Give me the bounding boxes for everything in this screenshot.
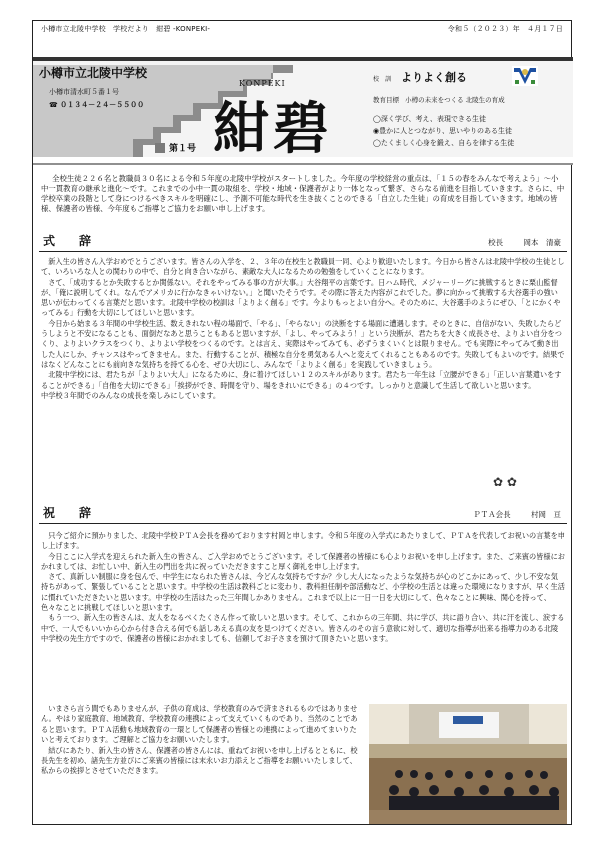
- section-body-shukuji-column: [41, 704, 363, 777]
- issue-number: [155, 141, 196, 154]
- paragraph: 新入生の皆さん入学おめでとうございます。皆さんの入学を、２、３年の在校生と教職員一同、心より歓迎いたします。今日から皆さんは北陵中学校の生徒として、いろいろな人との関わりの中で、自分と向き合いながら、素敵な大人になるための勉強をしていくことになります。: [41, 257, 565, 277]
- school-emblem-icon: [512, 66, 538, 86]
- school-address: 小樽市清水町５番１号: [49, 88, 119, 96]
- author-role: ＰＴＡ会長: [473, 510, 511, 519]
- author-role: 校長: [488, 238, 504, 247]
- section-author: [455, 509, 561, 520]
- title-romanized: KONPEKI: [239, 79, 286, 88]
- section-heading-shikiji: [39, 233, 567, 252]
- issue-date: 令和５（２０２３）年 ４月１７日: [447, 25, 563, 33]
- goal-list: [373, 113, 514, 149]
- newsletter-page: [32, 20, 572, 825]
- goal-item: ◯たくましく心身を鍛え、自らを律する生徒: [373, 139, 515, 147]
- doodle-icon: ✿ ✿: [493, 475, 517, 489]
- author-name: 岡本 清豪: [523, 238, 561, 247]
- paragraph: 北陵中学校には、君たちが「よりよい大人」になるために、身に着けてほしい１２のスキルがあります。君たち一年生は「立腰ができる」「正しい言葉遣いをすることができる」「自他を大切にできる」「挨拶ができ、時間を守り、場をきれいにできる」の４つです。しっかりと意識して生活して欲しいと思います。: [41, 370, 562, 390]
- goal-item: ◯深く学び、考え、表現できる生徒: [373, 115, 486, 123]
- paragraph: さて、真新しい制服に身を包んで、中学生になられた皆さんは、今どんな気持ちですか？少し大人になったような気持ちが心のどこかにあって、少し不安な気持ちがあって、緊張していることと思います。中学校の生活は教科ごとに変わり、教科担任制や部活動など、小学校の生活とは違った環境になりますが、早く生活に慣れていただきたいと思います。中学校の生活はたった三年間しかありません。これまで以上に一日一日を大切にして、色々なことに興味、関心を持って、色々なことに挑戦してほしいと思います。: [41, 572, 565, 613]
- school-motto: [373, 69, 467, 85]
- paragraph: さて、「成功するとか失敗するとか関係ない。それをやってみる事の方が大事。」大谷翔平の言葉です。日ハム時代、メジャーリーグに挑戦するときに栗山監督が、「俺に説明してくれ。なんでアメリカに行かなきゃいけない。」と聞いたそうです。その際に答えた内容がこれでした。夢に向かって挑戦する大谷選手の強い思いが伝わってくる言葉だと思います。北陵中学校の校訓は「よりよく創る」です。今よりもっとよい自分へ。そのために、大谷選手のようにぜひ、「とにかくやってみる」行動を大切にしてほしいと思います。: [41, 277, 561, 318]
- issue-label: 第１号: [169, 144, 197, 154]
- education-goal: [373, 95, 505, 104]
- section-heading-shukuji: [39, 505, 567, 524]
- paragraph: 中学校３年間でのみんなの成長を楽しみにしています。: [41, 390, 221, 400]
- motto-label: 校 訓: [373, 76, 392, 83]
- goal-label: 教育目標: [373, 96, 399, 104]
- paragraph: 結びにあたり、新入生の皆さん、保護者の皆さんには、重ねてお祝いを申し上げるとともに、校長先生を初め、諸先生方並びにご来賓の皆様には末永いお力添えとご指導をお願いいたしまして、私からの挨拶とさせていただきます。: [41, 745, 358, 776]
- motto-text: よりよく創る: [401, 71, 468, 84]
- paragraph: 今日ここに入学式を迎えられた新入生の皆さん、ご入学おめでとうございます。そして保護者の皆様にも心よりお祝いを申し上げます。また、ご来賓の皆様におかれましては、お忙しい中、新入生の門出を共に祝っていただきますこと厚く御礼を申し上げます。: [41, 551, 565, 571]
- intro-paragraph: 全校生徒２２６名と教職員３０名による令和５年度の北陵中学校がスタートしました。今年度の学校経営の重点は、「１５の春をみんなで考えよう」～小中一貫教育の継承と進化～です。これまでの小中一貫の取組を、学校・地域・保護者がより一体となって繋ぎ、さらなる前進を目指していきます。さらに、中学校卒業の段階として身につけるべきスキルを明確にし、予測不可能な時代を生き抜くことのできる「自立した生徒」の育成を目指していきます。地域の皆様、保護者の皆様、今年度もご指導とご協力をお願い申し上げます。: [41, 174, 565, 213]
- school-name: 小樽市立北陵中学校: [39, 66, 148, 80]
- paragraph: 只今ご紹介に預かりました、北陵中学校ＰＴＡ会長を務めております村岡と申します。令和５年度の入学式にあたりまして、ＰＴＡを代表してお祝いの言葉を申し上げます。: [41, 531, 565, 551]
- school-info: [39, 64, 167, 110]
- paragraph: いまさら言う間でもありませんが、子供の育成は、学校教育のみで済まされるものではありません。やはり家庭教育、地域教育、学校教育の連携によって支えていくものであり、当然のことであると思います。ＰＴＡ活動も地域教育の一環として保護者の皆様との連携によって進めてまいりたいと考えております。ご理解とご協力をお願いいたします。: [41, 704, 358, 745]
- paragraph: 今日から始まる３年間の中学校生活、数えきれない程の場面で、「やる」、「やらない」の決断をする場面に遭遇します。そのときに、自信がない、失敗したらどうしようと不安になることも、面倒だなあと思うこともあると思いますが、「よし、やってみよう！」という決断が、君たちを大きく成長させ、よりよい自分をつくり、よりよいクラスをつくり、よりよい学校をつくるのです。とは言え、実際はやってみても、必ずうまくいくとは限りません。でも実際にやってみて動き出した人にしか、チャンスはやってきません。また、行動することが、積極な自分を勇気ある人へと変えてくれることもあるのです。失敗してもよいのです。結果ではなくどんなことにも前向きな気持ちを持てる心を、ぜひ大切にし、みんなで「よりよく創る」を実践していきましょう。: [41, 318, 565, 369]
- section-author: [470, 237, 561, 248]
- author-name: 村岡 亘: [531, 510, 561, 519]
- masthead: [33, 57, 573, 165]
- goal-item: ◉豊かに人とつながり、思いやりのある生徒: [373, 127, 512, 135]
- section-body-shikiji: [41, 257, 565, 401]
- school-phone: ☎ ０１３４－２４－５５００: [49, 101, 145, 109]
- newsletter-header-line: 小樽市立北陵中学校 学校だより 紺碧 -KONPEKI-: [41, 25, 211, 33]
- ceremony-photo: [369, 704, 567, 824]
- section-title: 祝 辞: [43, 506, 98, 520]
- goal-text: 小樽の未来をつくる 北陵生の育成: [405, 96, 505, 104]
- section-body-shukuji: [41, 531, 565, 644]
- paragraph: もう一つ、新入生の皆さんは、友人をなるべくたくさん作って欲しいと思います。そして、これからの三年間、共に学び、共に語り合い、共に汗を流し、涙する中で、一人でもいいから心から付き合える何でも話しあえる真の友を見つけてください。皆さんのその言う意欲に対して、適切な指導が出来る指導力のある北陵中学校の先生方ですので、保護者の皆様におかれましても、信頼してお子さまを預けて頂きたいと思います。: [41, 613, 565, 643]
- newsletter-title: 紺碧: [213, 96, 333, 162]
- issue-marker-icon: [155, 143, 165, 153]
- section-title: 式 辞: [43, 234, 98, 248]
